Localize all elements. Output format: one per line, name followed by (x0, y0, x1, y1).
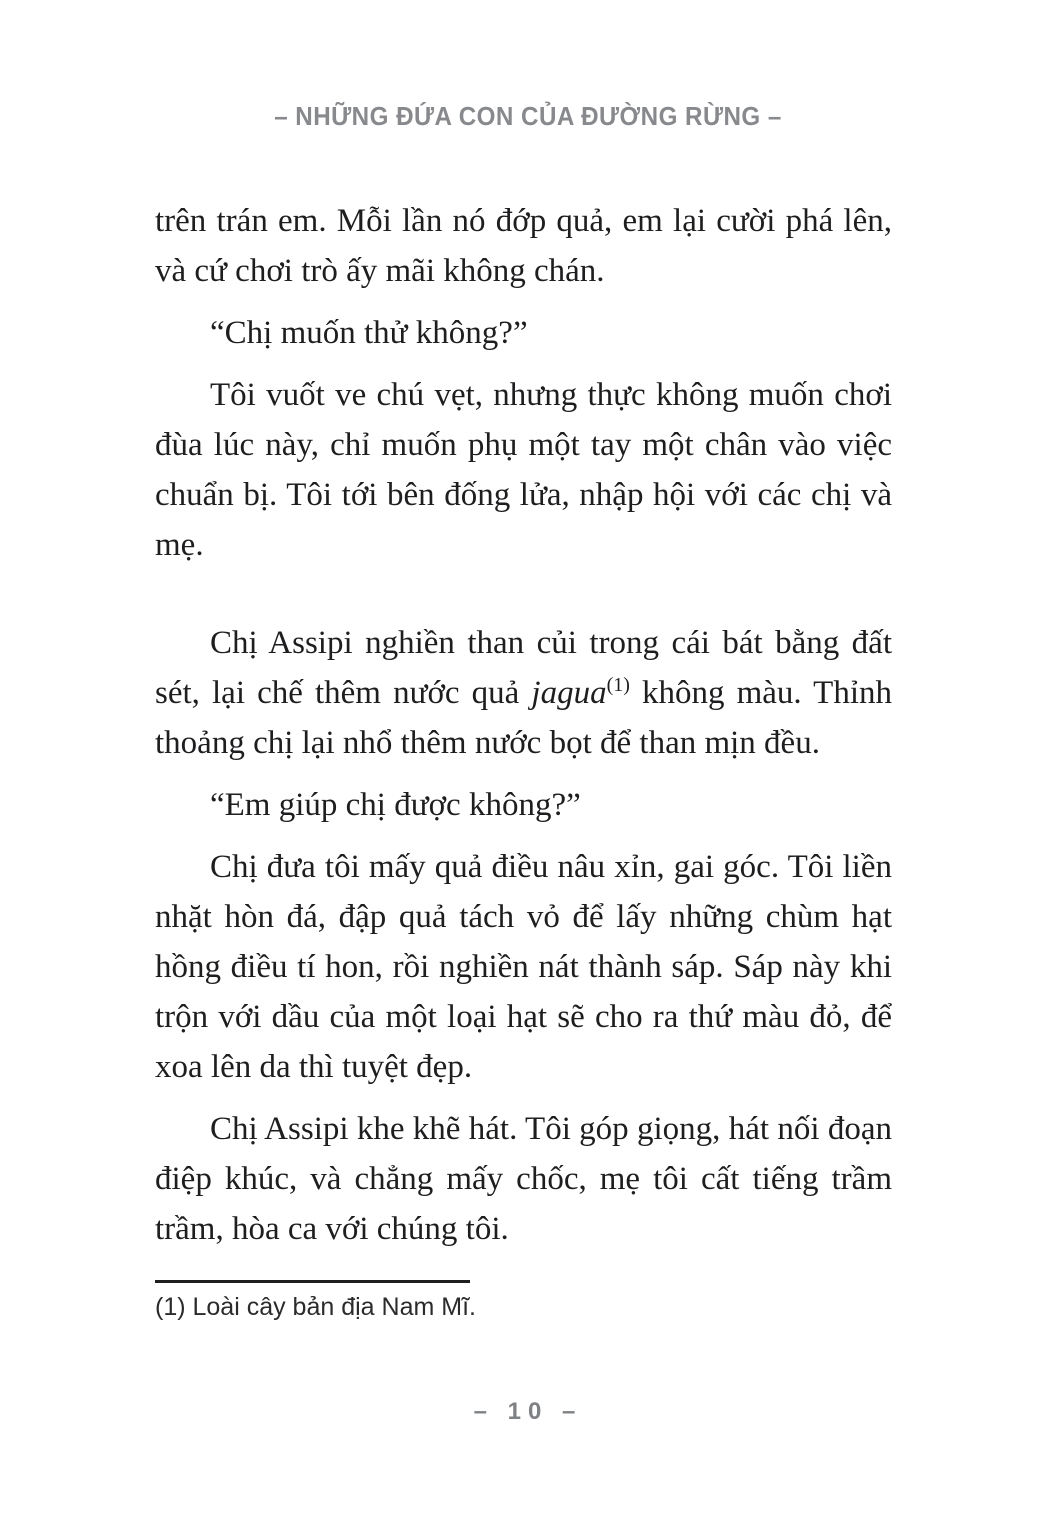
page-body (155, 196, 892, 1266)
paragraph: “Em giúp chị được không?” (210, 787, 581, 823)
footnote (155, 1280, 892, 1322)
paragraph: trên trán em. Mỗi lần nó đớp quả, em lại cười phá lên, và cứ chơi trò ấy mãi không chán. (155, 203, 892, 289)
page-number: – 10 – (473, 1398, 583, 1425)
footnote-text: (1) Loài cây bản địa Nam Mĩ. (155, 1293, 476, 1321)
footnote-reference: (1) (606, 674, 630, 696)
paragraph: Chị đưa tôi mấy quả điều nâu xỉn, gai góc. Tôi liền nhặt hòn đá, đập quả tách vỏ để lấy những chùm hạt hồng điều tí hon, rồi nghiền nát thành sáp. Sáp này khi trộn với dầu của một loại hạt sẽ cho ra thứ màu đỏ, để xoa lên da thì tuyệt đẹp. (155, 849, 892, 1085)
italic-term: jagua (531, 675, 607, 711)
paragraph-text: Chị Assipi nghiền than củi trong cái bát bằng đất sét, lại chế thêm nước quả (155, 625, 892, 711)
paragraph-text: không màu. Thỉnh thoảng chị lại nhổ thêm nước bọt để than mịn đều. (155, 675, 892, 761)
footnote-divider (155, 1280, 470, 1283)
paragraph: “Chị muốn thử không?” (210, 315, 528, 351)
paragraph (155, 618, 892, 768)
paragraph: Tôi vuốt ve chú vẹt, nhưng thực không muốn chơi đùa lúc này, chỉ muốn phụ một tay một chân vào việc chuẩn bị. Tôi tới bên đống lửa, nhập hội với các chị và mẹ. (155, 377, 892, 563)
paragraph: Chị Assipi khe khẽ hát. Tôi góp giọng, hát nối đoạn điệp khúc, và chẳng mấy chốc, mẹ tôi cất tiếng trầm trầm, hòa ca với chúng tôi. (155, 1111, 892, 1247)
running-header: – NHỮNG ĐỨA CON CỦA ĐƯỜNG RỪNG – (274, 101, 782, 131)
